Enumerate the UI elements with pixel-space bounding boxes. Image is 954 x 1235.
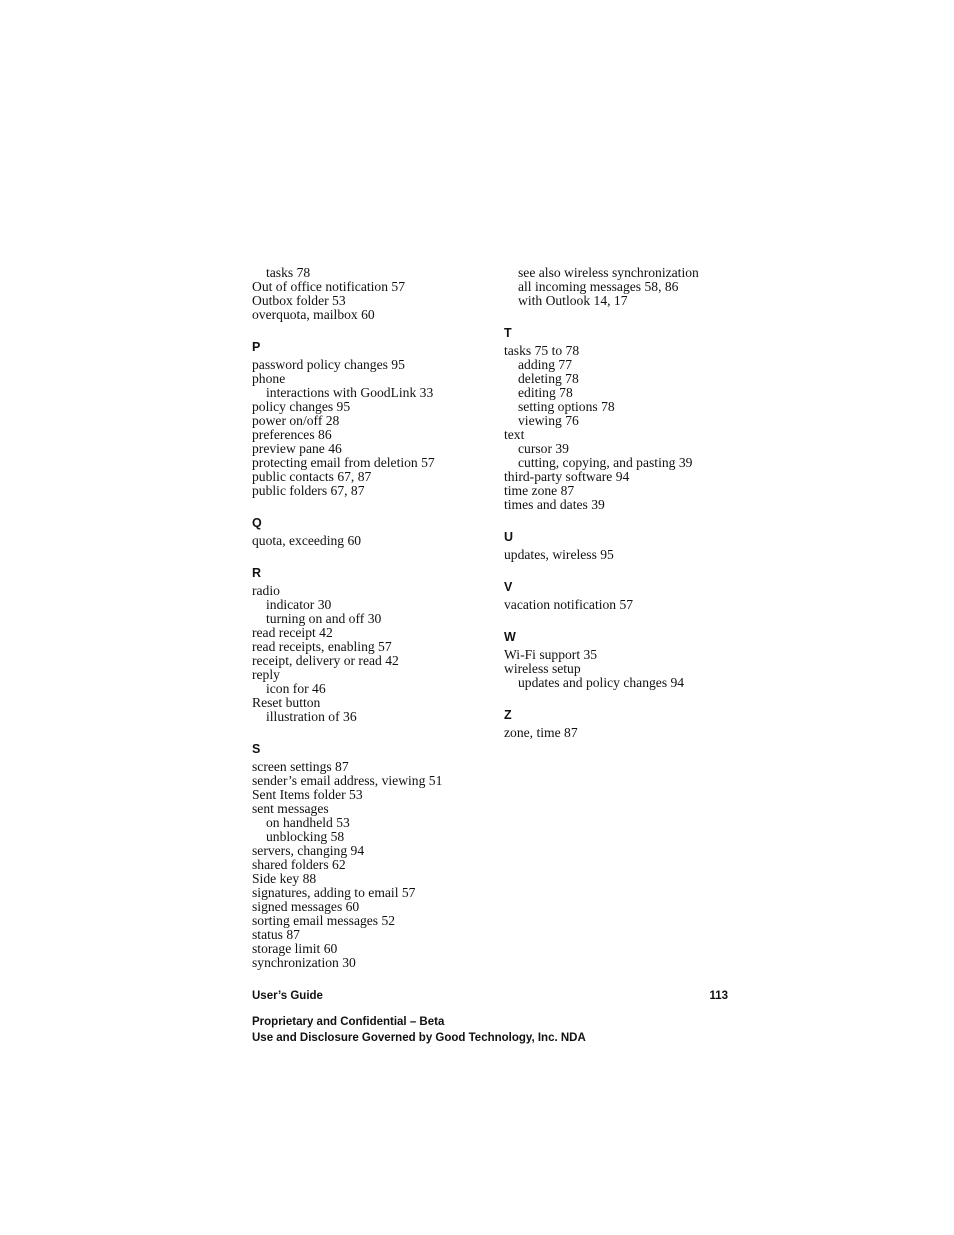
index-section-letter: W [504,630,516,644]
index-left-column [252,266,492,970]
index-entry: screen settings 87 [252,759,349,774]
index-entry: Side key 88 [252,871,317,886]
index-entry: policy changes 95 [252,399,351,414]
footer-guide-title: User’s Guide [252,990,323,1002]
index-right-column [504,266,744,740]
index-subentry: viewing 76 [518,413,579,428]
index-subentry: interactions with GoodLink 33 [266,385,434,400]
index-subentry: on handheld 53 [266,815,350,830]
index-entry: overquota, mailbox 60 [252,307,375,322]
index-entry: signatures, adding to email 57 [252,885,416,900]
index-subentry: turning on and off 30 [266,611,382,626]
index-subentry: deleting 78 [518,371,579,386]
index-subentry: tasks 78 [266,265,311,280]
index-subentry: icon for 46 [266,681,326,696]
index-section-letter: Z [504,708,512,722]
index-entry: Reset button [252,695,321,710]
index-subentry: all incoming messages 58, 86 [518,279,679,294]
index-entry: times and dates 39 [504,497,605,512]
index-entry: public contacts 67, 87 [252,469,372,484]
index-entry: radio [252,583,280,598]
index-entry: Out of office notification 57 [252,279,406,294]
index-section-letter: Q [252,516,262,530]
index-entry: synchronization 30 [252,955,356,970]
index-section-letter: R [252,566,262,580]
index-entry: protecting email from deletion 57 [252,455,435,470]
index-subentry: editing 78 [518,385,573,400]
index-entry: zone, time 87 [504,725,578,740]
index-subentry: indicator 30 [266,597,332,612]
index-entry: sent messages [252,801,329,816]
index-entry: signed messages 60 [252,899,360,914]
index-entry: status 87 [252,927,300,942]
index-entry: read receipt 42 [252,625,333,640]
index-section-letter: U [504,530,514,544]
index-entry: power on/off 28 [252,413,340,428]
index-entry: time zone 87 [504,483,575,498]
index-entry: preview pane 46 [252,441,342,456]
index-entry: read receipts, enabling 57 [252,639,392,654]
index-subentry: see also wireless synchronization [518,265,699,280]
index-entry: Outbox folder 53 [252,293,346,308]
page-number: 113 [709,990,728,1002]
index-subentry: updates and policy changes 94 [518,675,685,690]
index-entry: reply [252,667,280,682]
index-entry: storage limit 60 [252,941,338,956]
index-subentry: adding 77 [518,357,572,372]
index-entry: tasks 75 to 78 [504,343,580,358]
index-subentry: unblocking 58 [266,829,345,844]
index-entry: phone [252,371,286,386]
index-subentry: with Outlook 14, 17 [518,293,628,308]
footer-confidential: Proprietary and Confidential – Beta [252,1016,445,1028]
index-entry: receipt, delivery or read 42 [252,653,399,668]
footer-disclosure: Use and Disclosure Governed by Good Technology, Inc. NDA [252,1032,586,1044]
index-section-letter: P [252,340,261,354]
index-entry: servers, changing 94 [252,843,365,858]
index-entry: third-party software 94 [504,469,630,484]
index-entry: quota, exceeding 60 [252,533,362,548]
index-entry: password policy changes 95 [252,357,405,372]
index-subentry: illustration of 36 [266,709,357,724]
footer-guide-line [252,989,728,1003]
index-entry: Sent Items folder 53 [252,787,363,802]
index-entry: sorting email messages 52 [252,913,396,928]
index-entry: preferences 86 [252,427,332,442]
index-subentry: setting options 78 [518,399,615,414]
index-subentry: cursor 39 [518,441,569,456]
index-section-letter: S [252,742,261,756]
index-entry: public folders 67, 87 [252,483,365,498]
index-section-letter: T [504,326,512,340]
index-entry: Wi-Fi support 35 [504,647,598,662]
index-entry: vacation notification 57 [504,597,634,612]
index-entry: text [504,427,525,442]
index-entry: sender’s email address, viewing 51 [252,773,443,788]
index-entry: shared folders 62 [252,857,346,872]
index-entry: updates, wireless 95 [504,547,614,562]
index-entry: wireless setup [504,661,581,676]
index-section-letter: V [504,580,513,594]
index-subentry: cutting, copying, and pasting 39 [518,455,693,470]
